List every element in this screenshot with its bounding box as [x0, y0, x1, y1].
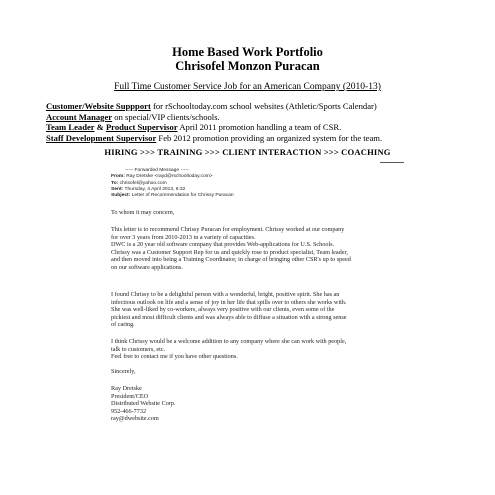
letter-paragraph-4: Feel free to contact me if you have other questions. [111, 353, 238, 360]
role-label: Staff Development Supervisor [46, 132, 157, 143]
letter-closing: Sincerely, [111, 368, 136, 375]
letter-line: This letter is to recommend Chrissy Puracan for employment. Chrissy worked at our company [111, 226, 345, 233]
role-row-support [46, 101, 486, 112]
role-text: Feb 2012 promotion providing an organized system for the team. [156, 132, 383, 143]
from-label: From: [111, 174, 125, 180]
signer-phone: 952-466-7732 [111, 407, 147, 415]
letter-line: and then moved into being a Training Coordinator, in charge of bringing other CSR's up to speed [111, 256, 351, 264]
from-value: Ray Dretske <rayd@rschooltoday.com> [126, 174, 213, 180]
signer-email: ray@dwebsite.com [111, 415, 159, 423]
role-label: Account Manager [46, 111, 113, 122]
divider [380, 162, 404, 163]
email-subject [111, 193, 401, 199]
signer-title: President/CEO [111, 392, 149, 400]
letter-line: I found Chrissy to be a delightful person with a wonderful, bright, positive spirit. She has an [111, 291, 340, 298]
letter-line: infectious outlook on life and a sense of joy in her life that spills over to others she works with. [111, 298, 347, 306]
to-value: chrisofel@yahoo.com [119, 180, 167, 186]
to-label: To: [111, 180, 119, 186]
letter-line: for over 3 years from 2010-2013 in a variety of capacities. [111, 233, 256, 241]
letter-paragraph-2 [111, 291, 441, 329]
subject-label: Subject: [111, 193, 131, 199]
email-header [111, 168, 401, 199]
signer-name: Ray Dretske [111, 385, 142, 392]
letter-paragraph-1 [111, 226, 441, 272]
letter-line: Chrissy was a Customer Support Rep for us and quickly rose to product specialist, Team leader, [111, 248, 348, 256]
sent-value: Thursday, 4 April 2013, 6:32 [124, 186, 186, 192]
person-name: Chrisofel Monzon Puracan [175, 59, 320, 73]
letter-line: of caring. [111, 321, 135, 329]
role-label: Product Supervisor [105, 122, 178, 133]
role-row-staff-dev [46, 133, 486, 144]
role-label: Customer/Website Suppport [46, 101, 151, 111]
career-slogan: HIRING >>> TRAINING >>> CLIENT INTERACTION >>> COACHING [104, 147, 391, 157]
role-text: April 2011 promotion handling a team of CSR. [177, 122, 342, 133]
letter-greeting: To whom it may concern, [111, 209, 175, 216]
letter-line: DWC is a 20 year old software company that provides Web-applications for U.S. Schools. [111, 241, 335, 249]
job-subtitle: Full Time Customer Service Job for an American Company (2010-13) [114, 82, 381, 92]
subject-value: Letter of Recommendation for Chrissy Puracan [131, 193, 234, 199]
role-row-account [46, 112, 486, 123]
letter-line: on our software applications. [111, 263, 183, 271]
forwarded-line: ----- Forwarded Message ----- [125, 168, 189, 173]
letter-paragraph-3 [111, 338, 441, 353]
letter-line: I think Chrissy would be a welcome addition to any company where she can work with people, [111, 338, 347, 345]
signer-company: Distributed Website Corp. [111, 400, 176, 408]
letter-signature [111, 385, 441, 423]
letter-line: pickiest and most difficult clients and was always able to diffuse a situation with a strong sense [111, 313, 347, 321]
roles-list [46, 101, 486, 143]
letter-line: talk to customers, etc. [111, 345, 166, 353]
letter-line: She was well-liked by co-workers, always very positive with our clients, even some of the [111, 306, 335, 314]
role-text: on special/VIP clients/schools. [112, 111, 220, 122]
role-joiner: & [94, 122, 106, 133]
role-label: Team Leader [46, 122, 95, 133]
role-row-team-leader [46, 122, 486, 133]
role-text: for rSchooltoday.com school websites (Athletic/Sports Calendar) [150, 101, 377, 111]
page-title: Home Based Work Portfolio [172, 45, 323, 59]
sent-label: Sent: [111, 186, 124, 192]
